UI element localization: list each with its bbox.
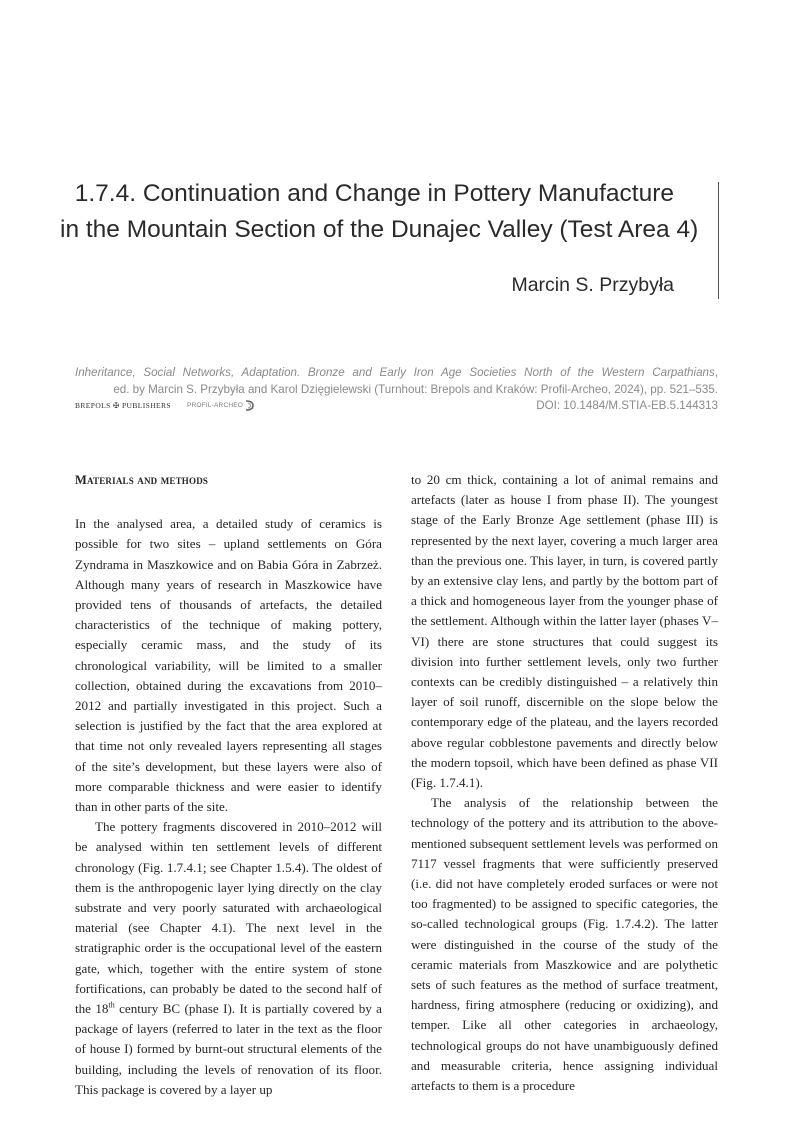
citation-doi[interactable]: DOI: 10.1484/M.STIA-EB.5.144313 bbox=[536, 399, 718, 412]
citation-book-title: Inheritance, Social Networks, Adaptation. Bronze and Early Iron Age Societies North of the Western Carpathians, bbox=[75, 366, 718, 379]
right-column bbox=[411, 470, 718, 1096]
profil-archeo-logo bbox=[187, 400, 254, 411]
author-name: Marcin S. Przybyła bbox=[511, 274, 674, 296]
paragraph: to 20 cm thick, containing a lot of animal remains and artefacts (later as house I from phase II). The youngest stage of the Early Bronze Age settlement (phase III) is represented by the next layer, covering a much larger area than the previous one. This layer, in turn, is covered partly by an extensive clay lens, and partly by the bottom part of a thick and homogeneous layer from the younger phase of the settlement. Although within the latter layer (phases V–VI) there are stone structures that could suggest its division into further settlement levels, only two further contexts can be credibly distinguished – a relatively thin layer of soil runoff, discernible on the slope below the contemporary edge of the plateau, and the layers recorded above regular cobblestone pavements and directly below the modern topsoil, which have been defined as phase VII (Fig. 1.7.4.1). bbox=[411, 472, 718, 791]
profil-archeo-text: PROFIL-ARCHEO bbox=[186, 402, 244, 409]
paragraph-text: century BC (phase I). It is partially covered by a package of layers (referred to later in the text as the floor of house I) formed by burnt-out structural elements of the building, including the levels of renovation of its floor. This package is covered by a layer up bbox=[75, 1001, 382, 1097]
chapter-title bbox=[60, 176, 699, 248]
title-vertical-rule bbox=[718, 182, 719, 299]
brepols-logo: BREPOLS ✠ PUBLISHERS bbox=[75, 401, 171, 410]
profil-archeo-mark-icon bbox=[245, 400, 254, 411]
section-heading: Materials and methods bbox=[75, 473, 209, 487]
book-title-text: Inheritance, Social Networks, Adaptation. Bronze and Early Iron Age Societies North of the Western Carpathians bbox=[75, 366, 715, 379]
superscript: th bbox=[108, 1000, 115, 1010]
left-column bbox=[75, 470, 382, 1100]
chapter-title-line-2: in the Mountain Section of the Dunajec Valley (Test Area 4) bbox=[60, 216, 699, 243]
paragraph bbox=[75, 817, 382, 1100]
paragraph-text: The pottery fragments discovered in 2010–2012 will be analysed within ten settlement levels of different chronology (Fig. 1.7.4.1; see Chapter 1.5.4). The oldest of them is the anthropogenic layer lying directly on the clay substrate and very poorly saturated with archaeological material (see Chapter 4.1). The next level in the stratigraphic order is the occupational level of the eastern gate, which, together with the entire system of stone fortifications, can probably be dated to the second half of the 18 bbox=[75, 819, 382, 1017]
paragraph: The analysis of the relationship between the technology of the pottery and its attribution to the above-mentioned subsequent settlement levels was performed on 7117 vessel fragments that were sufficiently preserved (i.e. did not have completely eroded surfaces or were not too fragmented) to be assigned to specific categories, the so-called technological groups (Fig. 1.7.4.2). The latter were distinguished in the course of the study of the ceramic materials from Maszkowice and are polythetic sets of such features as the method of surface treatment, hardness, firing atmosphere (reducing or oxidizing), and temper. Like all other categories in archaeology, technological groups do not have unambiguously defined and measurable criteria, hence assigning individual artefacts to them is a procedure bbox=[411, 795, 718, 1094]
paragraph: In the analysed area, a detailed study of ceramics is possible for two sites – upland settlements on Góra Zyndrama in Maszkowice and on Babia Góra in Zabrzeż. Although many years of research in Maszkowice have provided tens of thousands of artefacts, the detailed characteristics of the technique of making pottery, especially ceramic mass, and the study of its chronological variability, will be limited to a smaller collection, obtained during the excavations from 2010–2012 and partially investigated in this project. Such a selection is justified by the fact that the area explored at that time not only revealed layers representing all stages of the site’s development, but these layers were also of more comparable thickness and were easier to identify than in other parts of the site. bbox=[75, 516, 382, 815]
citation-editors-line: ed. by Marcin S. Przybyła and Karol Dzięgielewski (Turnhout: Brepols and Kraków: Profil-Archeo, 2024), pp. 521–535. bbox=[113, 382, 718, 396]
publisher-logos bbox=[75, 400, 254, 411]
chapter-title-line-1: 1.7.4. Continuation and Change in Pottery Manufacture bbox=[74, 180, 674, 207]
